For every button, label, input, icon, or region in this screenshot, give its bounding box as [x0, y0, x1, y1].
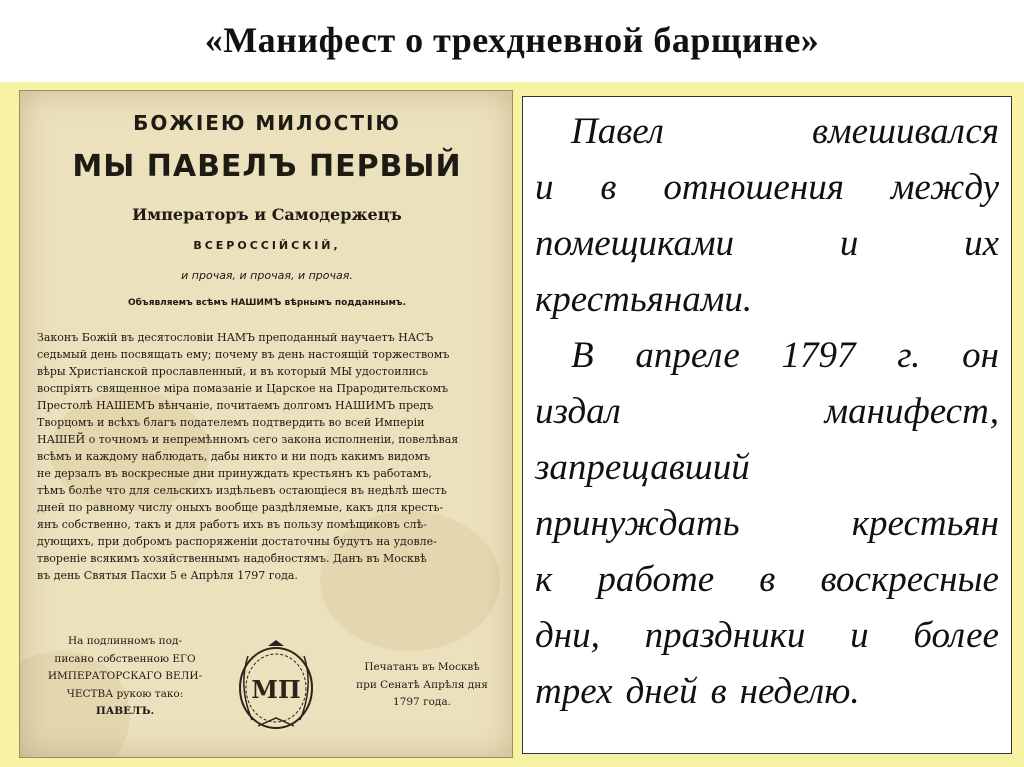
doc-body-line: янъ собственно, такъ и для работъ ихъ въ пользу помѣщиковъ слѣ- — [37, 518, 427, 531]
text-word: принуждать — [535, 502, 740, 544]
svg-text:МП: МП — [251, 675, 301, 704]
text-line — [535, 495, 999, 551]
doc-footer-line: при Сенатѣ Апрѣля дня — [356, 678, 488, 691]
text-line — [535, 663, 999, 719]
manifesto-document-image — [19, 90, 513, 758]
doc-body-line: Творцомъ и всѣхъ благъ подателемъ подтвердить во всей Имперіи — [37, 416, 425, 429]
doc-body-line: не дерзалъ въ воскресные дни принуждать крестьянъ къ работамъ, — [37, 467, 432, 480]
text-word: крестьянами. — [535, 278, 753, 320]
doc-body-text — [37, 329, 499, 584]
text-word: дней — [625, 670, 698, 712]
doc-body-line: воспріять священное міра помазаніе и Царское на Прародительскомъ — [37, 382, 449, 395]
doc-body-line: дующихъ, при добромъ распоряженіи достаточны будутъ на удовле- — [37, 535, 437, 548]
text-word: более — [913, 614, 999, 656]
text-word: дни, — [535, 614, 600, 656]
text-word: запрещавший — [535, 446, 750, 488]
doc-footer-line: ЧЕСТВА рукою тако: — [66, 687, 184, 700]
text-word: в — [600, 166, 617, 208]
doc-footer-printed — [340, 659, 504, 712]
doc-header-line1: БОЖІЕЮ МИЛОСТІЮ — [133, 111, 401, 135]
text-word: праздники — [644, 614, 806, 656]
doc-body-line: седьмый день посвящать ему; почему въ день настоящій торжествомъ — [37, 348, 450, 361]
text-line — [535, 607, 999, 663]
text-word: работе — [597, 558, 715, 600]
doc-footer-signature — [37, 633, 213, 721]
text-word: он — [962, 334, 999, 376]
slide-title: «Манифест о трехдневной барщине» — [204, 20, 820, 60]
doc-body-line: вѣры Христіанской прославленный, и въ который МЫ удостоились — [37, 365, 429, 378]
text-word: крестьян — [851, 502, 999, 544]
doc-footer-line: Печатанъ въ Москвѣ — [364, 661, 480, 673]
text-word: в — [759, 558, 776, 600]
doc-footer-line: На подлинномъ под- — [67, 635, 183, 647]
text-word: манифест, — [824, 390, 999, 432]
doc-header-line6: Объявляемъ всѣмъ НАШИМЪ вѣрнымъ подданнымъ. — [128, 298, 406, 308]
doc-body-line: всѣмъ и каждому наблюдать, дабы никто и ни подъ какимъ видомъ — [37, 450, 431, 463]
text-word: в — [710, 670, 727, 712]
paragraph-2 — [535, 327, 999, 719]
doc-body-line: твореніе всякимъ хозяйственнымъ надобностямъ. Данъ въ Москвѣ — [37, 552, 427, 565]
doc-footer-line: ИМПЕРАТОРСКАГО ВЕЛИ- — [47, 670, 203, 682]
text-word: и — [850, 614, 869, 656]
doc-footer-line: ПАВЕЛЪ. — [95, 705, 155, 717]
doc-body-line: НАШЕЙ о точномъ и непремѣнномъ сего закона исполненіи, повелѣвая — [37, 433, 459, 446]
monogram-seal-icon — [228, 636, 324, 736]
text-word: 1797 — [781, 334, 856, 376]
text-word: Павел — [571, 110, 664, 152]
doc-body-line: дней по равному числу оныхъ вообще раздѣляемые, какъ для кресть- — [37, 501, 444, 514]
text-word: неделю. — [739, 670, 860, 712]
text-line — [535, 439, 999, 495]
doc-body-line: въ день Святыя Пасхи 5 е Апрѣля 1797 года. — [37, 569, 298, 582]
text-line — [535, 383, 999, 439]
text-word: г. — [897, 334, 921, 376]
text-line — [535, 103, 999, 159]
text-line — [535, 215, 999, 271]
text-word: трех — [535, 670, 613, 712]
doc-header-line5: и прочая, и прочая, и прочая. — [181, 269, 353, 282]
text-word: апреле — [635, 334, 740, 376]
text-word: В — [571, 334, 594, 376]
doc-footer-line: писано собственною ЕГО — [54, 652, 196, 665]
doc-body-line: тѣмъ болѣе что для сельскихъ издѣльевъ остающіеся въ недѣлѣ шесть — [37, 484, 447, 497]
doc-footer-line: 1797 года. — [393, 696, 451, 708]
text-word: и — [535, 166, 554, 208]
text-line — [535, 159, 999, 215]
doc-header-line3: Императоръ и Самодержецъ — [132, 205, 402, 224]
doc-body-line: Законъ Божій въ десятословіи НАМЪ преподанный научаетъ НАСЪ — [37, 331, 434, 344]
text-word: воскресные — [820, 558, 999, 600]
text-word: издал — [535, 390, 621, 432]
doc-header-line2: МЫ ПАВЕЛЪ ПЕРВЫЙ — [72, 149, 462, 184]
paragraph-1 — [535, 103, 999, 327]
text-word: отношения — [663, 166, 844, 208]
text-line — [535, 327, 999, 383]
doc-body-line: Престолѣ НАШЕМЪ вѣнчаніе, почитаемъ долгомъ НАШИМЪ предъ — [37, 399, 434, 412]
text-word: к — [535, 558, 553, 600]
text-word: вмешивался — [811, 110, 999, 152]
text-word: помещиками — [535, 222, 735, 264]
text-word: и — [839, 222, 859, 264]
description-text-box — [522, 96, 1012, 754]
text-line — [535, 551, 999, 607]
text-word: между — [890, 166, 999, 208]
text-word: их — [964, 222, 999, 264]
text-line — [535, 271, 999, 327]
doc-header-line4: ВСЕРОССІЙСКІЙ, — [193, 239, 341, 252]
